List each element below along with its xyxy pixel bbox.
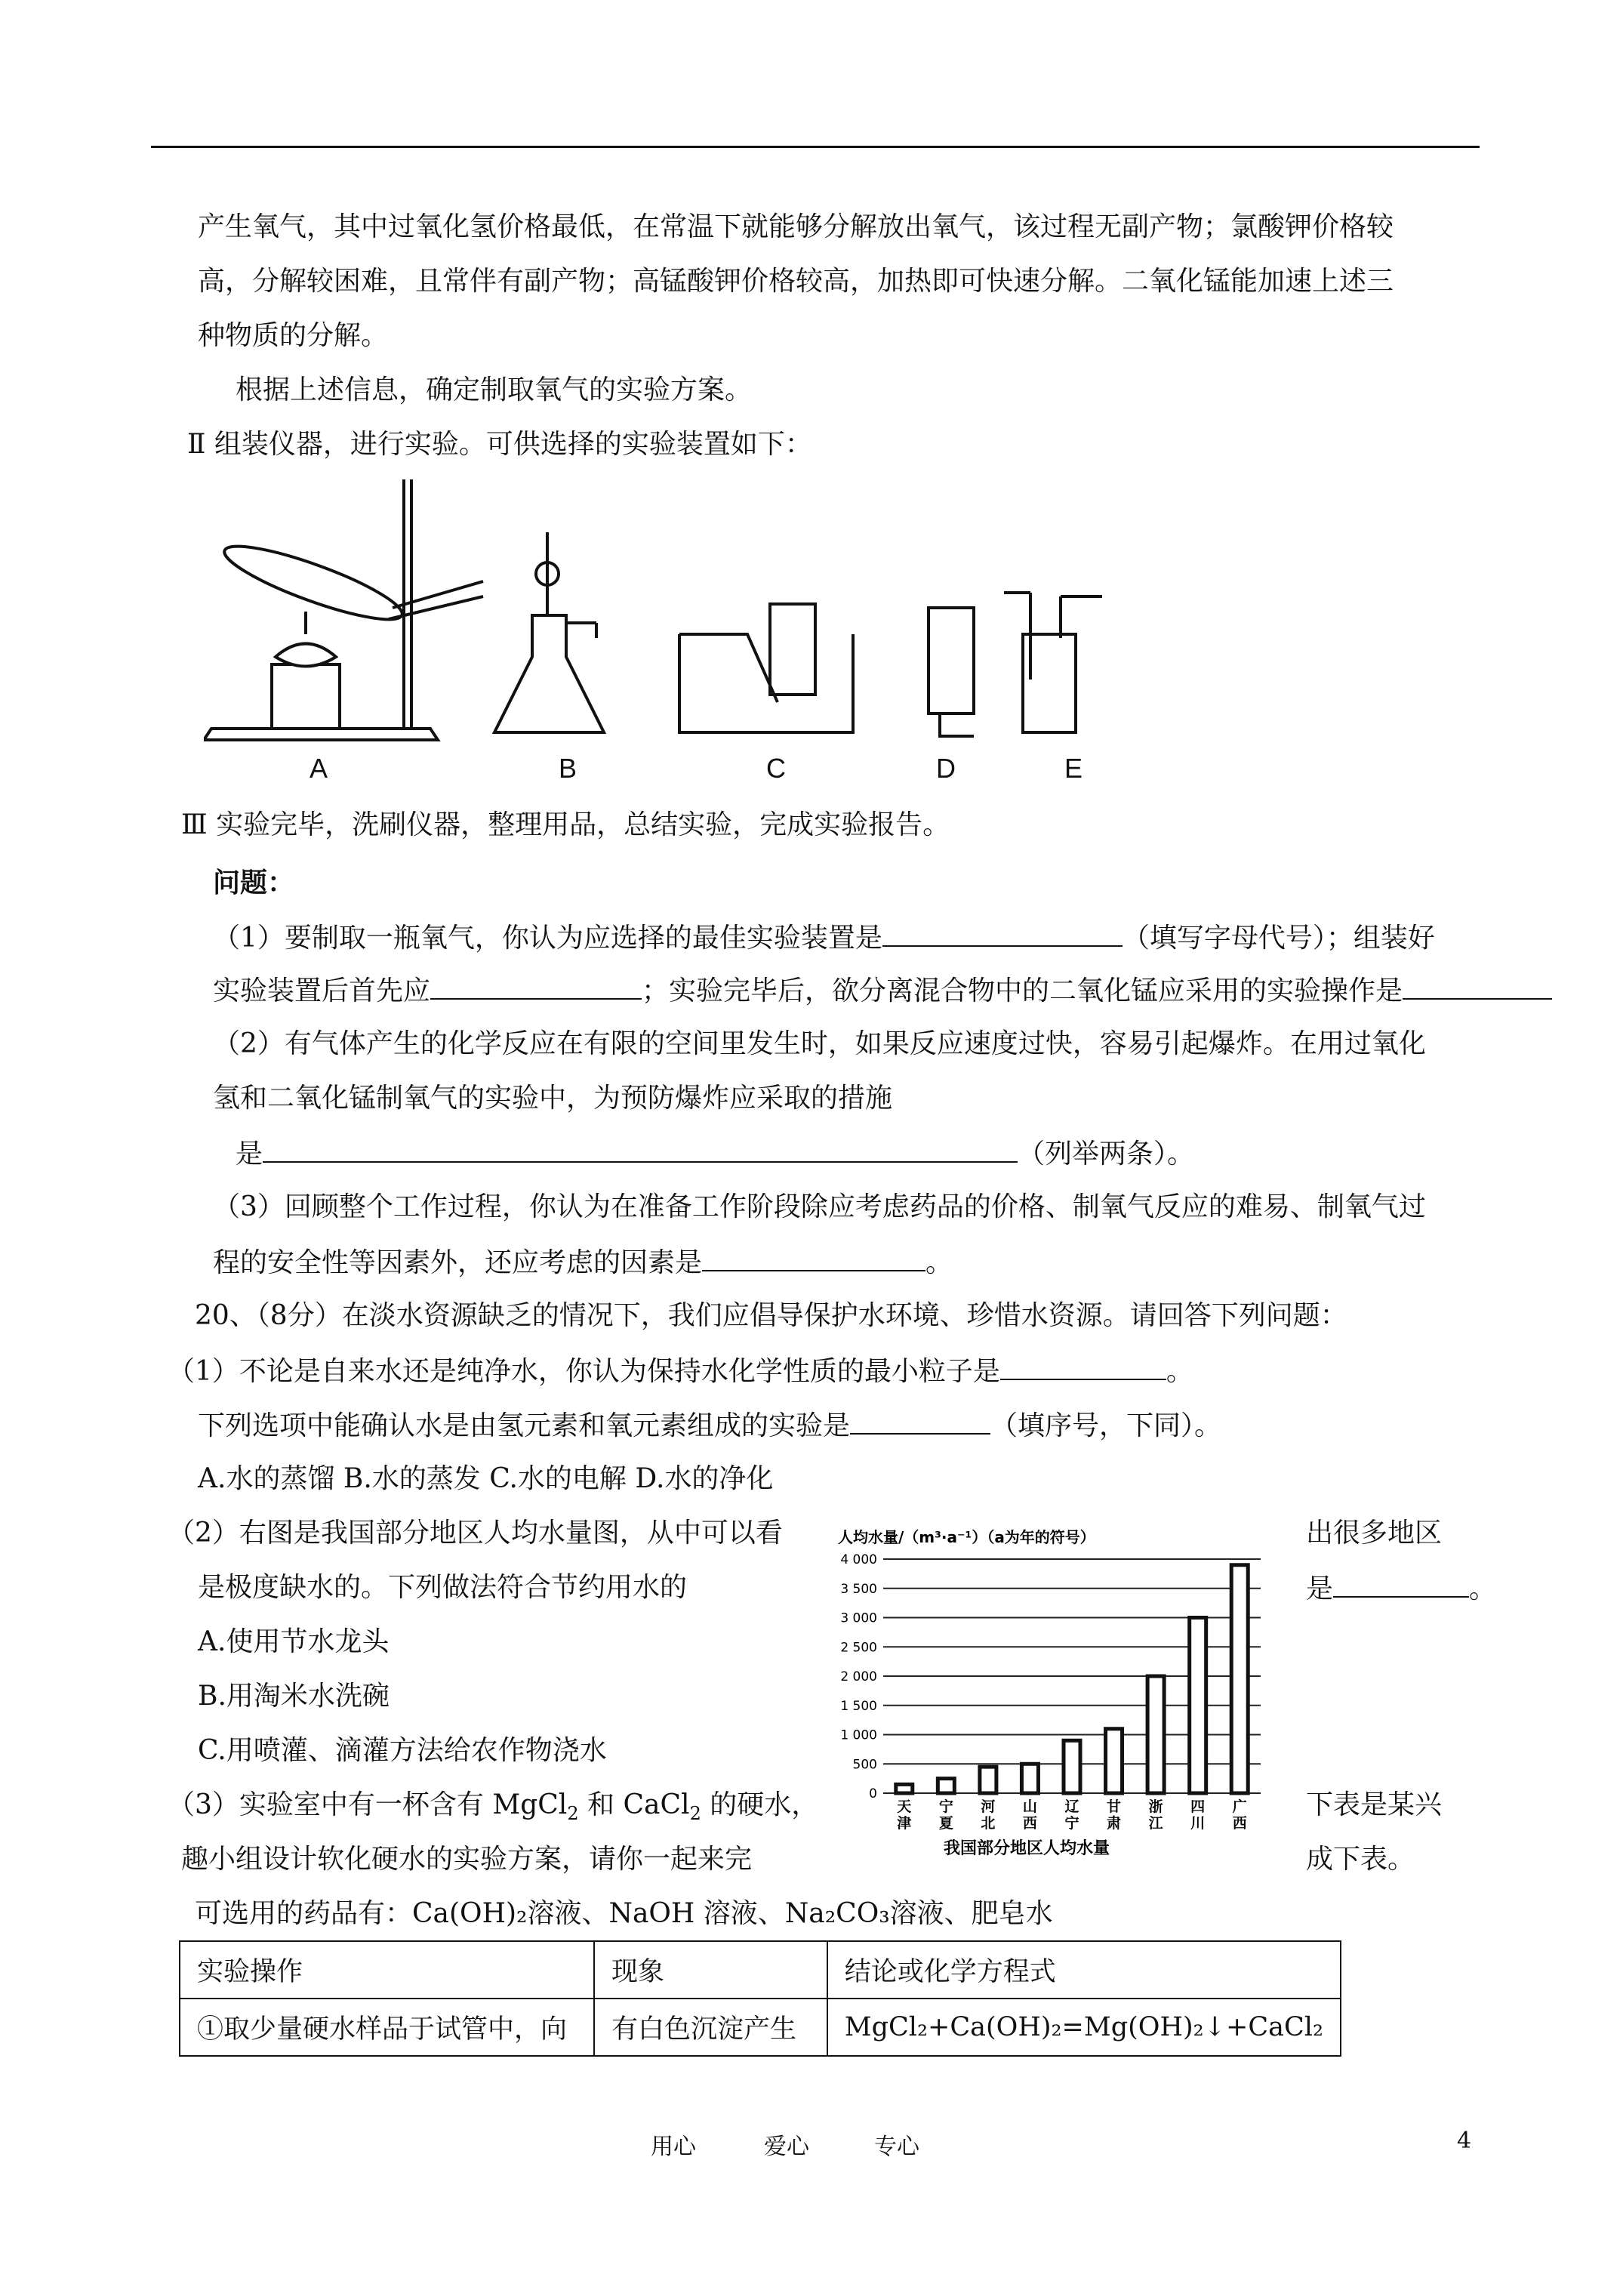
question-20-2-line1-right: 出很多地区 [1306, 1518, 1443, 1549]
category-label: 江 [1148, 1815, 1163, 1832]
q1-text-a: （1）要制取一瓶氧气，你认为应选择的最佳实验装置是 [213, 923, 882, 954]
question-2-line2: 氢和二氧化锰制氧气的实验中，为预防爆炸应采取的措施 [213, 1083, 893, 1114]
category-label: 宁 [1064, 1815, 1079, 1832]
category-label: 广 [1232, 1798, 1247, 1815]
q2-text-c: 是 [236, 1139, 263, 1170]
bar [896, 1784, 913, 1793]
table-cell: 有白色沉淀产生 [594, 1999, 827, 2056]
y-tick-label: 1 000 [840, 1727, 877, 1743]
apparatus-label-c: C [766, 753, 786, 784]
question-2-line1: （2）有气体产生的化学反应在有限的空间里发生时，如果反应速度过快，容易引起爆炸。在用过氧化 [213, 1028, 1426, 1059]
q20-2-text-e: 。 [1469, 1573, 1497, 1604]
answer-blank-6[interactable] [1000, 1353, 1166, 1380]
table-header: 现象 [594, 1941, 827, 1999]
bar [1231, 1565, 1248, 1793]
bar [1021, 1764, 1038, 1793]
bar [938, 1779, 954, 1793]
question-2-line3 [236, 1136, 1194, 1172]
category-label: 辽 [1064, 1798, 1079, 1815]
answer-blank-5[interactable] [702, 1244, 925, 1271]
question-20-3-line1-right: 下表是某兴 [1306, 1789, 1443, 1820]
category-label: 西 [1022, 1815, 1037, 1832]
category-label: 宁 [938, 1798, 953, 1815]
q20-1-text-c: 下列选项中能确认水是由氢元素和氧元素组成的实验是 [198, 1410, 851, 1441]
question-20-1-line1 [168, 1353, 1193, 1389]
bar [1064, 1740, 1080, 1793]
question-20-2-line2: 是极度缺水的。下列做法符合节约用水的 [198, 1572, 688, 1603]
question-20-3-line1 [168, 1788, 818, 1823]
q20-3-text-a2: 和 CaCl [578, 1789, 690, 1820]
step-two: Ⅱ 组装仪器，进行实验。可供选择的实验装置如下： [187, 429, 812, 460]
category-label: 天 [897, 1798, 912, 1815]
subscript: 2 [689, 1803, 701, 1825]
q20-2-text-d: 是 [1306, 1573, 1334, 1604]
chart-title: 人均水量/（m³·a⁻¹）（a为年的符号） [838, 1528, 1095, 1546]
category-label: 西 [1232, 1815, 1247, 1832]
bar [1147, 1676, 1164, 1793]
q20-1-text-d: （填序号，下同）。 [990, 1410, 1222, 1441]
experiment-table [179, 1940, 1341, 2057]
question-1-line1 [213, 920, 1435, 956]
q1-text-b: （填写字母代号）；组装好 [1122, 923, 1435, 954]
q20-3-text-a: （3）实验室中有一杯含有 MgCl [168, 1789, 568, 1820]
question-20-2-line1: （2）右图是我国部分地区人均水量图，从中可以看 [168, 1518, 783, 1549]
bar [980, 1767, 996, 1793]
chart-xlabel: 我国部分地区人均水量 [944, 1839, 1110, 1858]
category-label: 津 [897, 1815, 912, 1832]
y-tick-label: 1 500 [840, 1698, 877, 1714]
apparatus-figure [204, 476, 1208, 793]
questions-label: 问题： [213, 867, 295, 898]
question-20-3-line2: 趣小组设计软化硬水的实验方案，请你一起来完 [181, 1844, 753, 1875]
apparatus-label-a: A [310, 753, 328, 784]
option-a: A.使用节水龙头 [198, 1626, 390, 1657]
question-20-3-line2-right: 成下表。 [1306, 1844, 1415, 1875]
category-label: 川 [1190, 1815, 1206, 1832]
question-20-2-line2-right [1306, 1570, 1496, 1607]
question-20-1-options: A.水的蒸馏 B.水的蒸发 C.水的电解 D.水的净化 [198, 1463, 774, 1494]
q20-1-text-a: （1）不论是自来水还是纯净水，你认为保持水化学性质的最小粒子是 [168, 1356, 1000, 1387]
table-header-row [180, 1941, 1341, 1999]
paragraph-line: 高，分解较困难，且常伴有副产物；高锰酸钾价格较高，加热即可快速分解。二氧化锰能加速上述三 [198, 266, 1394, 297]
question-20-intro: 20、（8分）在淡水资源缺乏的情况下，我们应倡导保护水环境、珍惜水资源。请回答下列问题： [195, 1300, 1347, 1331]
q20-1-text-b: 。 [1166, 1356, 1193, 1387]
paragraph-line: 根据上述信息，确定制取氧气的实验方案。 [236, 374, 753, 405]
category-label: 北 [981, 1815, 996, 1832]
q3-text-c: 。 [925, 1247, 953, 1278]
answer-blank-2[interactable] [430, 972, 642, 1000]
question-3-line2 [213, 1244, 953, 1281]
paragraph-line: 产生氧气，其中过氧化氢价格最低，在常温下就能够分解放出氧气，该过程无副产物；氯酸钾价格较 [198, 211, 1394, 242]
y-tick-label: 3 500 [840, 1581, 877, 1597]
footer-right: 专心 [874, 2134, 919, 2160]
q1-text-c: 实验装置后首先应 [213, 975, 431, 1006]
apparatus-label-d: D [936, 753, 956, 784]
q1-text-d: ；实验完毕后，欲分离混合物中的二氧化锰应采用的实验操作是 [642, 975, 1403, 1006]
subscript: 2 [567, 1803, 579, 1825]
category-label: 夏 [938, 1815, 953, 1832]
y-tick-label: 2 500 [840, 1640, 877, 1656]
apparatus-label-b: B [559, 753, 577, 784]
y-tick-label: 2 000 [840, 1669, 877, 1684]
y-tick-label: 4 000 [840, 1552, 877, 1567]
reagents-line: 可选用的药品有：Ca(OH)₂溶液、NaOH 溶液、Na₂CO₃溶液、肥皂水 [195, 1898, 1053, 1929]
y-tick-label: 500 [852, 1757, 877, 1773]
q3-text-b: 程的安全性等因素外，还应考虑的因素是 [213, 1247, 703, 1278]
page-number: 4 [1457, 2128, 1472, 2154]
q20-3-text-a3: 的硬水， [701, 1789, 819, 1820]
step-three: Ⅲ 实验完毕，洗刷仪器，整理用品，总结实验，完成实验报告。 [181, 809, 950, 840]
footer-mid: 爱心 [764, 2134, 809, 2160]
category-label: 浙 [1148, 1798, 1163, 1815]
table-cell: MgCl₂+Ca(OH)₂=Mg(OH)₂↓+CaCl₂ [827, 1999, 1341, 2056]
water-chart [830, 1521, 1283, 1861]
paragraph-line: 种物质的分解。 [198, 320, 389, 351]
table-header: 结论或化学方程式 [827, 1941, 1341, 1999]
answer-blank-4[interactable] [263, 1136, 1018, 1163]
option-b: B.用淘米水洗碗 [198, 1681, 390, 1712]
answer-blank-7[interactable] [850, 1407, 990, 1435]
category-label: 四 [1190, 1798, 1206, 1815]
apparatus-label-e: E [1064, 753, 1083, 784]
category-label: 山 [1022, 1798, 1037, 1815]
y-tick-label: 3 000 [840, 1610, 877, 1626]
table-row [180, 1999, 1341, 2056]
header-rule [151, 146, 1480, 148]
question-1-line2 [213, 972, 1552, 1009]
answer-blank-3[interactable] [1403, 972, 1552, 1000]
y-tick-label: 0 [869, 1786, 877, 1801]
table-header: 实验操作 [180, 1941, 594, 1999]
answer-blank-1[interactable] [882, 920, 1123, 947]
category-label: 肃 [1107, 1815, 1122, 1832]
question-3-line1: （3）回顾整个工作过程，你认为在准备工作阶段除应考虑药品的价格、制氧气反应的难易、制氧气过 [213, 1191, 1426, 1222]
option-c: C.用喷灌、滴灌方法给农作物浇水 [198, 1735, 607, 1766]
footer-left: 用心 [651, 2134, 696, 2160]
category-label: 甘 [1107, 1798, 1122, 1815]
bar [1190, 1618, 1206, 1794]
q2-text-d: （列举两条）。 [1018, 1139, 1195, 1170]
category-label: 河 [981, 1798, 996, 1815]
answer-blank-8[interactable] [1333, 1570, 1469, 1598]
bar [1106, 1729, 1123, 1793]
table-cell: ①取少量硬水样品于试管中，向 [180, 1999, 594, 2056]
question-20-1-line2 [198, 1407, 1221, 1444]
